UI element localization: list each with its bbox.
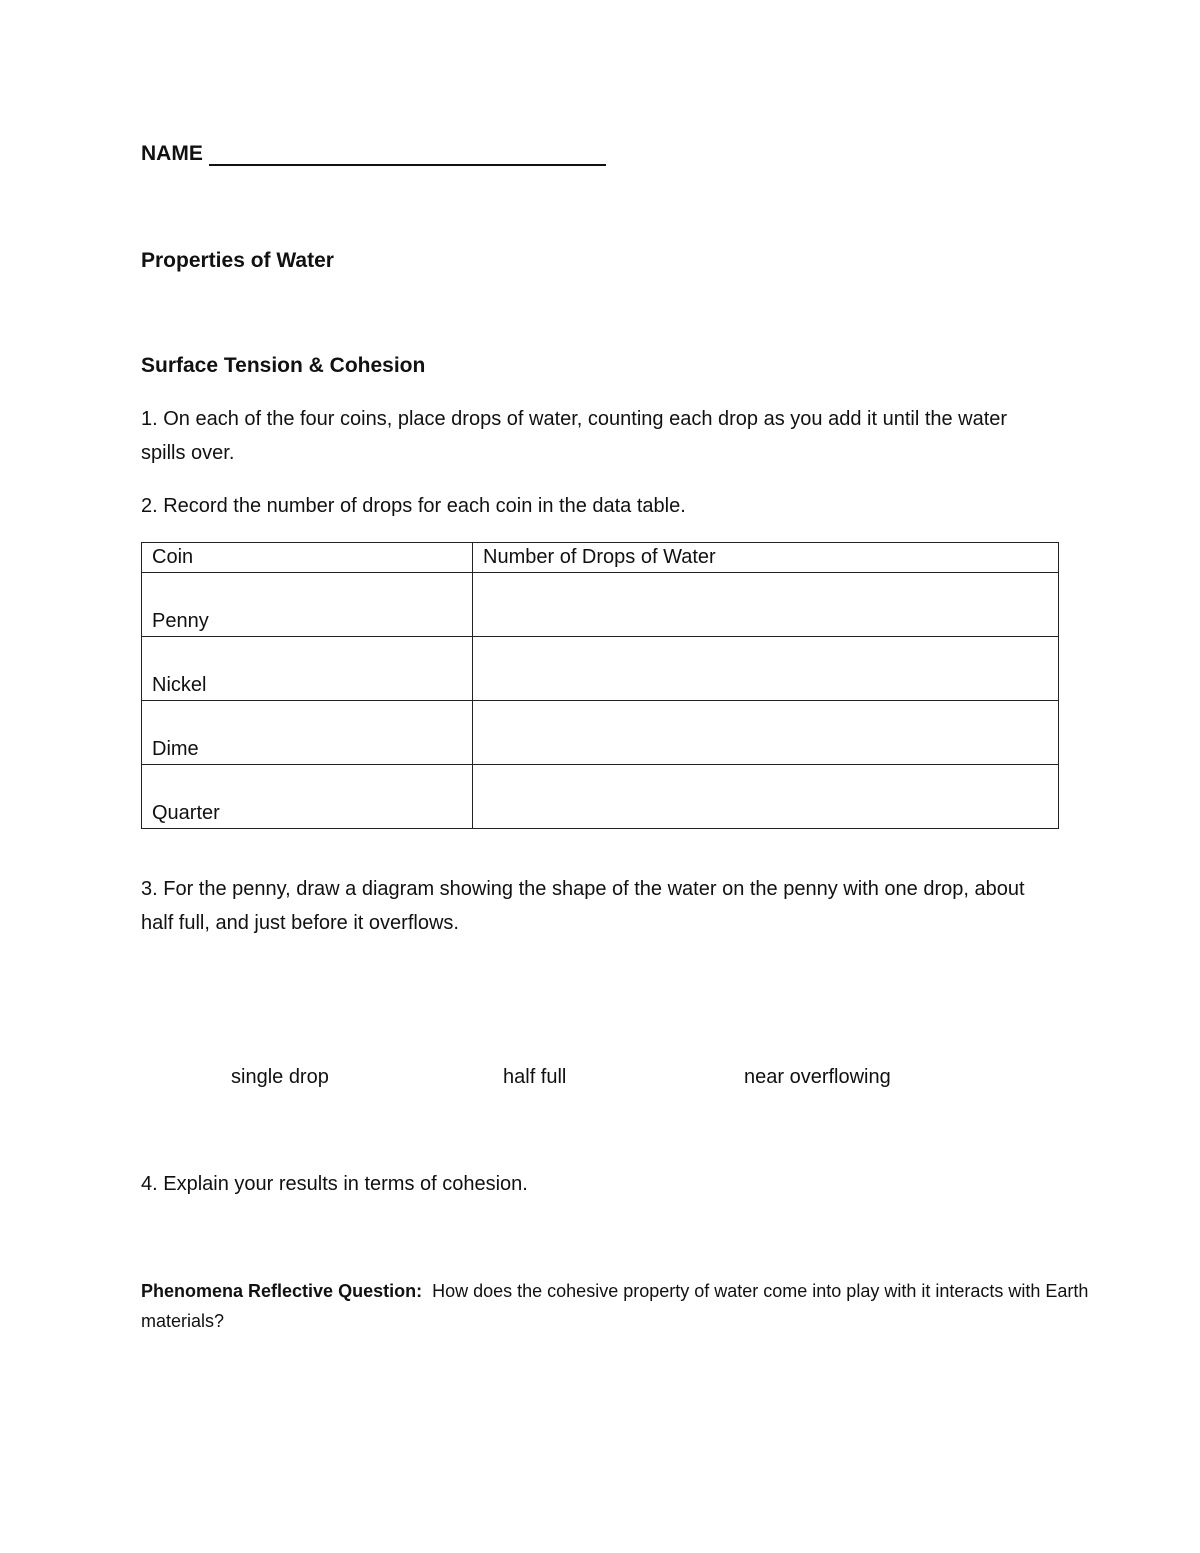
drops-cell[interactable] <box>473 701 1059 765</box>
name-blank-line[interactable] <box>209 144 606 166</box>
reflective-question-text: How does the cohesive property of water come into play with it interacts with Earth materials? <box>141 1281 1089 1331</box>
table-row <box>142 701 1059 765</box>
table-header-drops: Number of Drops of Water <box>473 543 1059 573</box>
diagram-label-half-full: half full <box>503 1066 567 1088</box>
data-table <box>141 542 1059 829</box>
table-row <box>142 573 1059 637</box>
question-1: 1. On each of the four coins, place drops of water, counting each drop as you add it until the water spills over. <box>141 408 1008 464</box>
question-4: 4. Explain your results in terms of cohesion. <box>141 1173 528 1195</box>
coin-cell: Dime <box>142 701 473 765</box>
coin-cell: Nickel <box>142 637 473 701</box>
coin-cell: Penny <box>142 573 473 637</box>
coin-cell: Quarter <box>142 765 473 829</box>
drops-cell[interactable] <box>473 573 1059 637</box>
drops-cell[interactable] <box>473 637 1059 701</box>
table-row <box>142 765 1059 829</box>
diagram-label-single-drop: single drop <box>231 1066 329 1088</box>
table-header-row <box>142 543 1059 573</box>
reflective-question <box>141 1276 1141 1336</box>
worksheet-title: Properties of Water <box>141 249 334 272</box>
table-row <box>142 637 1059 701</box>
table-header-coin: Coin <box>142 543 473 573</box>
question-2: 2. Record the number of drops for each coin in the data table. <box>141 495 686 517</box>
question-3: 3. For the penny, draw a diagram showing the shape of the water on the penny with one drop, about half full, and just before it overflows. <box>141 878 1025 934</box>
drops-cell[interactable] <box>473 765 1059 829</box>
diagram-label-near-overflowing: near overflowing <box>744 1066 891 1088</box>
reflective-question-label: Phenomena Reflective Question: <box>141 1281 423 1301</box>
name-field <box>141 142 606 166</box>
section-title: Surface Tension & Cohesion <box>141 354 426 377</box>
name-label: NAME <box>141 142 203 165</box>
